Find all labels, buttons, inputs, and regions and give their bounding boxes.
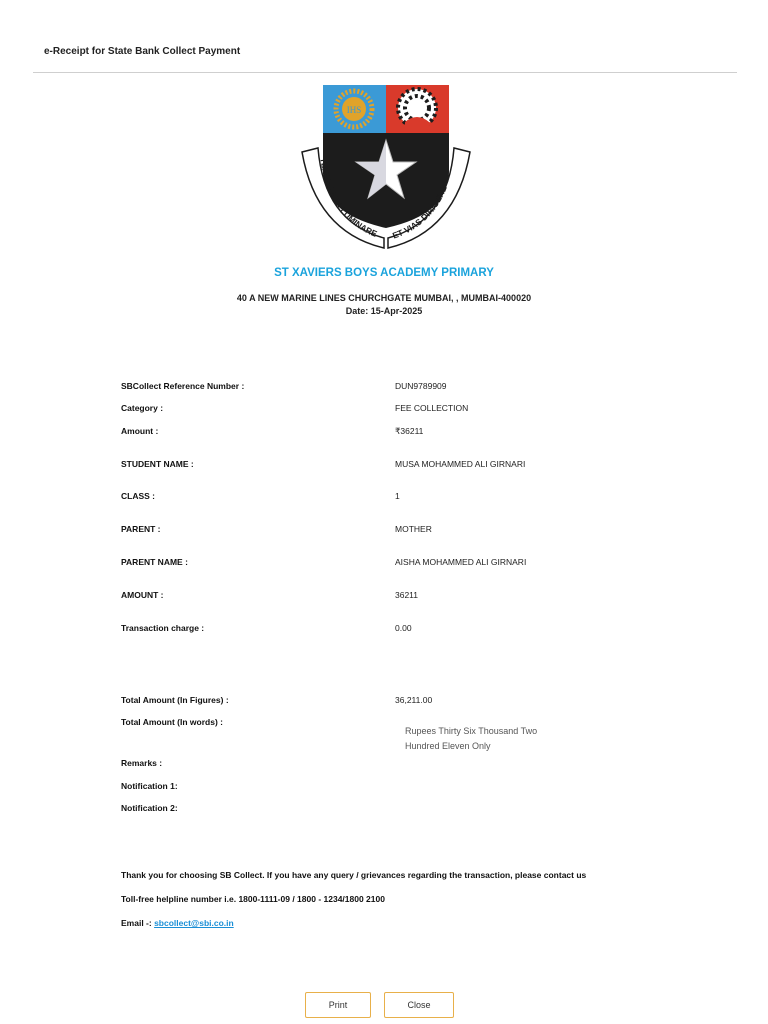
notification-1-label: Notification 1: [121, 781, 178, 791]
amount-field-value: 36211 [395, 590, 419, 600]
parent-name-label: PARENT NAME : [121, 557, 188, 567]
total-words-value: Rupees Thirty Six Thousand Two Hundred Eleven Only [405, 726, 538, 751]
remarks-label: Remarks : [121, 758, 163, 768]
transaction-charge-value: 0.00 [395, 623, 412, 633]
school-crest-logo [298, 82, 474, 250]
amount-label: Amount : [121, 426, 159, 436]
receipt-date: Date: 15-Apr-2025 [345, 306, 423, 316]
parent-label: PARENT : [121, 524, 161, 534]
notification-2-label: Notification 2: [121, 803, 178, 813]
crest-motto-left: TENEBRAS ILLUMINARE [318, 157, 379, 239]
print-button[interactable]: Print [305, 992, 371, 1018]
school-name: ST XAVIERS BOYS ACADEMY PRIMARY [274, 267, 494, 279]
category-label: Category : [121, 403, 164, 413]
amount-field-label: AMOUNT : [121, 590, 164, 600]
email-link[interactable]: sbcollect@sbi.co.in [154, 918, 234, 928]
helpline-numbers: Toll-free helpline number i.e. 1800-1111-09 / 1800 - 1234/1800 2100 [121, 894, 385, 904]
email-line [121, 918, 234, 928]
parent-name-value: AISHA MOHAMMED ALI GIRNARI [395, 557, 527, 567]
email-label: Email -: [121, 918, 152, 928]
thank-you-note: Thank you for choosing SB Collect. If you have any query / grievances regarding the transaction, please contact us [121, 870, 587, 880]
close-button[interactable]: Close [384, 992, 454, 1018]
reference-number-label: SBCollect Reference Number : [121, 381, 245, 391]
total-words-label: Total Amount (In words) : [121, 717, 223, 727]
svg-text:IHS: IHS [346, 105, 362, 115]
parent-value: MOTHER [395, 524, 432, 534]
header-divider [33, 72, 737, 73]
page-title: e-Receipt for State Bank Collect Payment [44, 46, 241, 57]
category-value: FEE COLLECTION [395, 403, 469, 413]
student-name-label: STUDENT NAME : [121, 459, 194, 469]
transaction-charge-label: Transaction charge : [121, 623, 205, 633]
class-value: 1 [395, 491, 400, 501]
reference-number-value: DUN9789909 [395, 381, 447, 391]
total-figures-value: 36,211.00 [395, 695, 433, 705]
student-name-value: MUSA MOHAMMED ALI GIRNARI [395, 459, 526, 469]
class-label: CLASS : [121, 491, 155, 501]
crest-motto-right: ET VIAS DIRIGERE [391, 184, 449, 241]
total-figures-label: Total Amount (In Figures) : [121, 695, 229, 705]
amount-value: ₹36211 [395, 426, 424, 436]
school-address: 40 A NEW MARINE LINES CHURCHGATE MUMBAI, , MUMBAI-400020 [236, 293, 532, 303]
